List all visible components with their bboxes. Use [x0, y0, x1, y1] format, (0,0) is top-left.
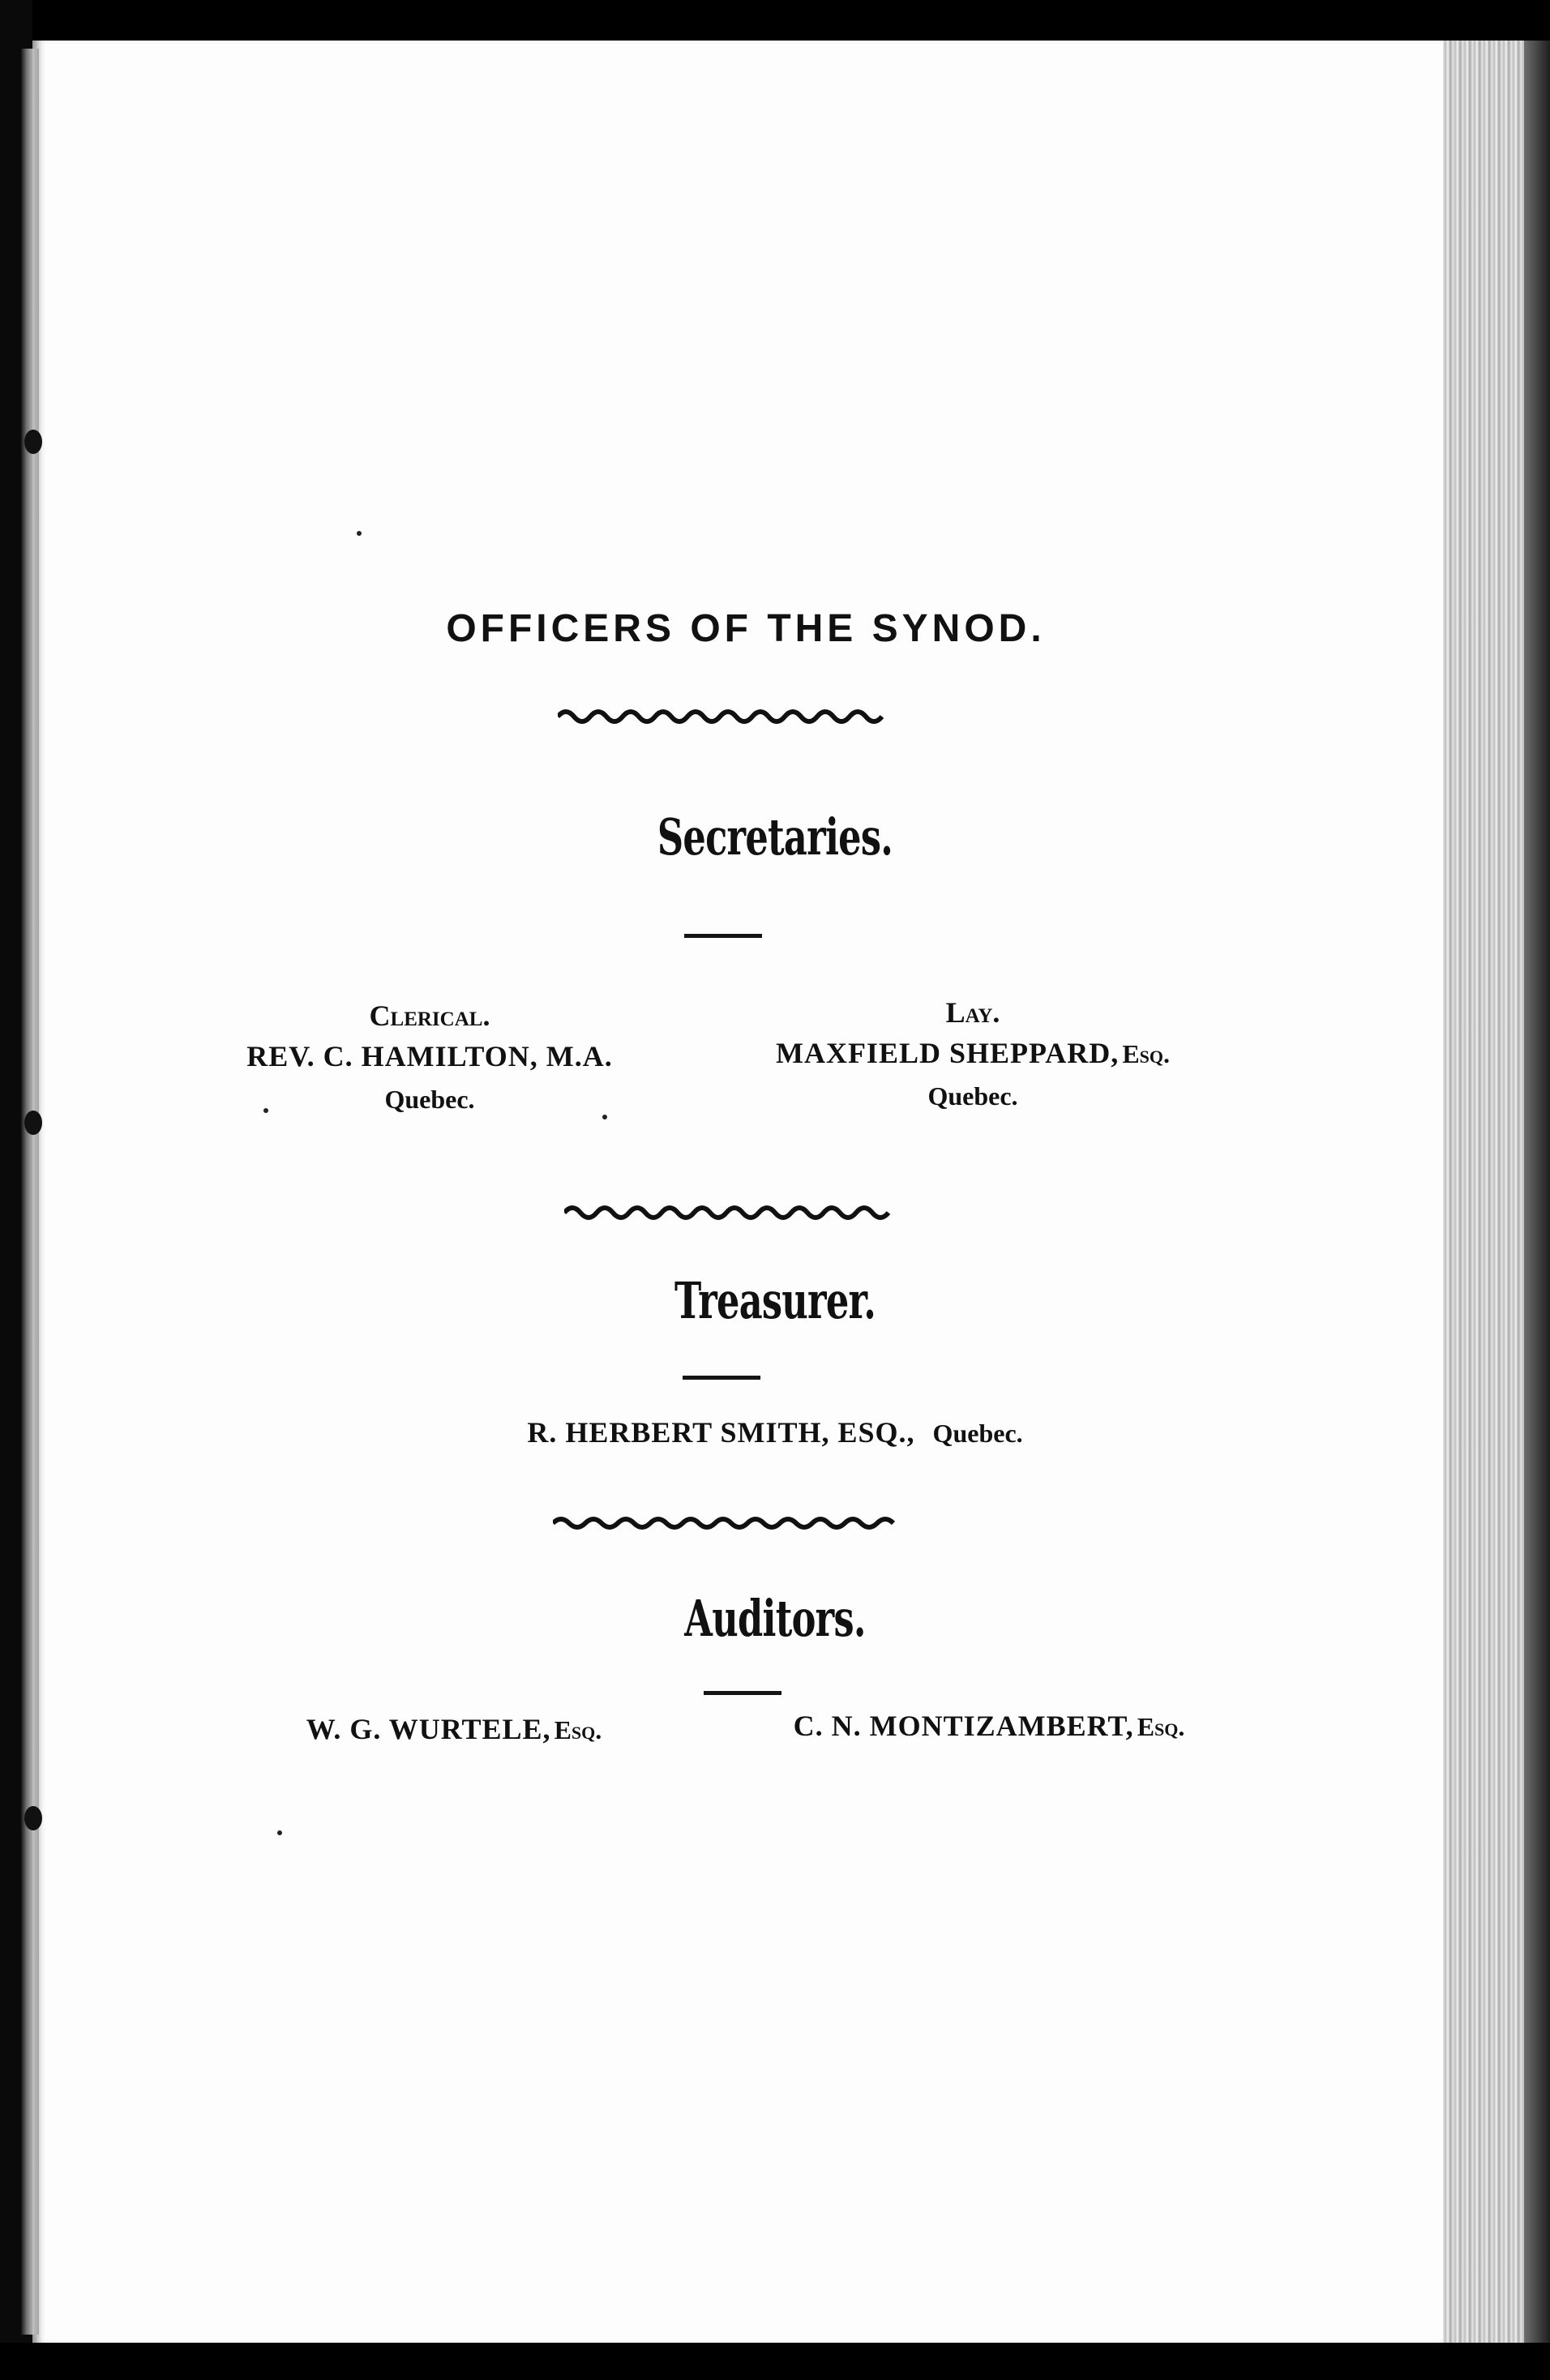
page-edge-shadow	[1524, 41, 1550, 2343]
secretaries-heading: Secretaries.	[657, 807, 893, 867]
paper-speck	[277, 1830, 282, 1835]
binding-hole	[24, 1806, 42, 1830]
lay-column	[730, 995, 1216, 1111]
paper-speck	[357, 531, 362, 536]
scan-border-top	[0, 0, 1550, 41]
lay-suffix: Esq.	[1122, 1039, 1171, 1068]
auditors-heading: Auditors.	[684, 1589, 866, 1648]
clerical-name: REV. C. HAMILTON, M.A.	[246, 1040, 613, 1072]
binding-hole	[24, 1111, 42, 1135]
lay-label: Lay.	[945, 996, 1000, 1029]
ornament-wave	[564, 1203, 892, 1222]
auditor-left-suffix: Esq.	[554, 1715, 602, 1744]
treasurer-heading: Treasurer.	[674, 1271, 876, 1330]
clerical-place: Quebec.	[384, 1085, 475, 1114]
short-rule	[683, 1376, 760, 1380]
treasurer-line	[0, 1415, 1550, 1449]
page-title: OFFICERS OF THE SYNOD.	[446, 607, 1046, 650]
clerical-column	[211, 999, 649, 1115]
scan-border-bottom	[0, 2343, 1550, 2380]
lay-place: Quebec.	[927, 1081, 1018, 1111]
auditor-right-suffix: Esq.	[1137, 1712, 1185, 1741]
lay-name-line	[730, 1036, 1216, 1070]
auditor-right-name: C. N. MONTIZAMBERT,	[793, 1710, 1134, 1742]
ornament-wave	[553, 1514, 897, 1532]
book-spine	[21, 49, 39, 2335]
treasurer-name: R. HERBERT SMITH, ESQ.,	[527, 1416, 915, 1449]
page-edges	[1443, 41, 1524, 2343]
lay-name: MAXFIELD SHEPPARD,	[775, 1037, 1120, 1069]
auditor-left	[243, 1712, 665, 1746]
book-page	[32, 41, 1443, 2343]
auditor-left-name: W. G. WURTELE,	[306, 1713, 551, 1745]
binding-hole	[24, 430, 42, 454]
treasurer-place: Quebec.	[932, 1419, 1023, 1448]
short-rule	[684, 934, 762, 938]
ornament-wave	[558, 707, 890, 726]
paper-speck	[602, 1115, 607, 1119]
clerical-label: Clerical.	[369, 1000, 490, 1032]
short-rule	[704, 1691, 781, 1695]
auditor-right	[730, 1709, 1248, 1743]
